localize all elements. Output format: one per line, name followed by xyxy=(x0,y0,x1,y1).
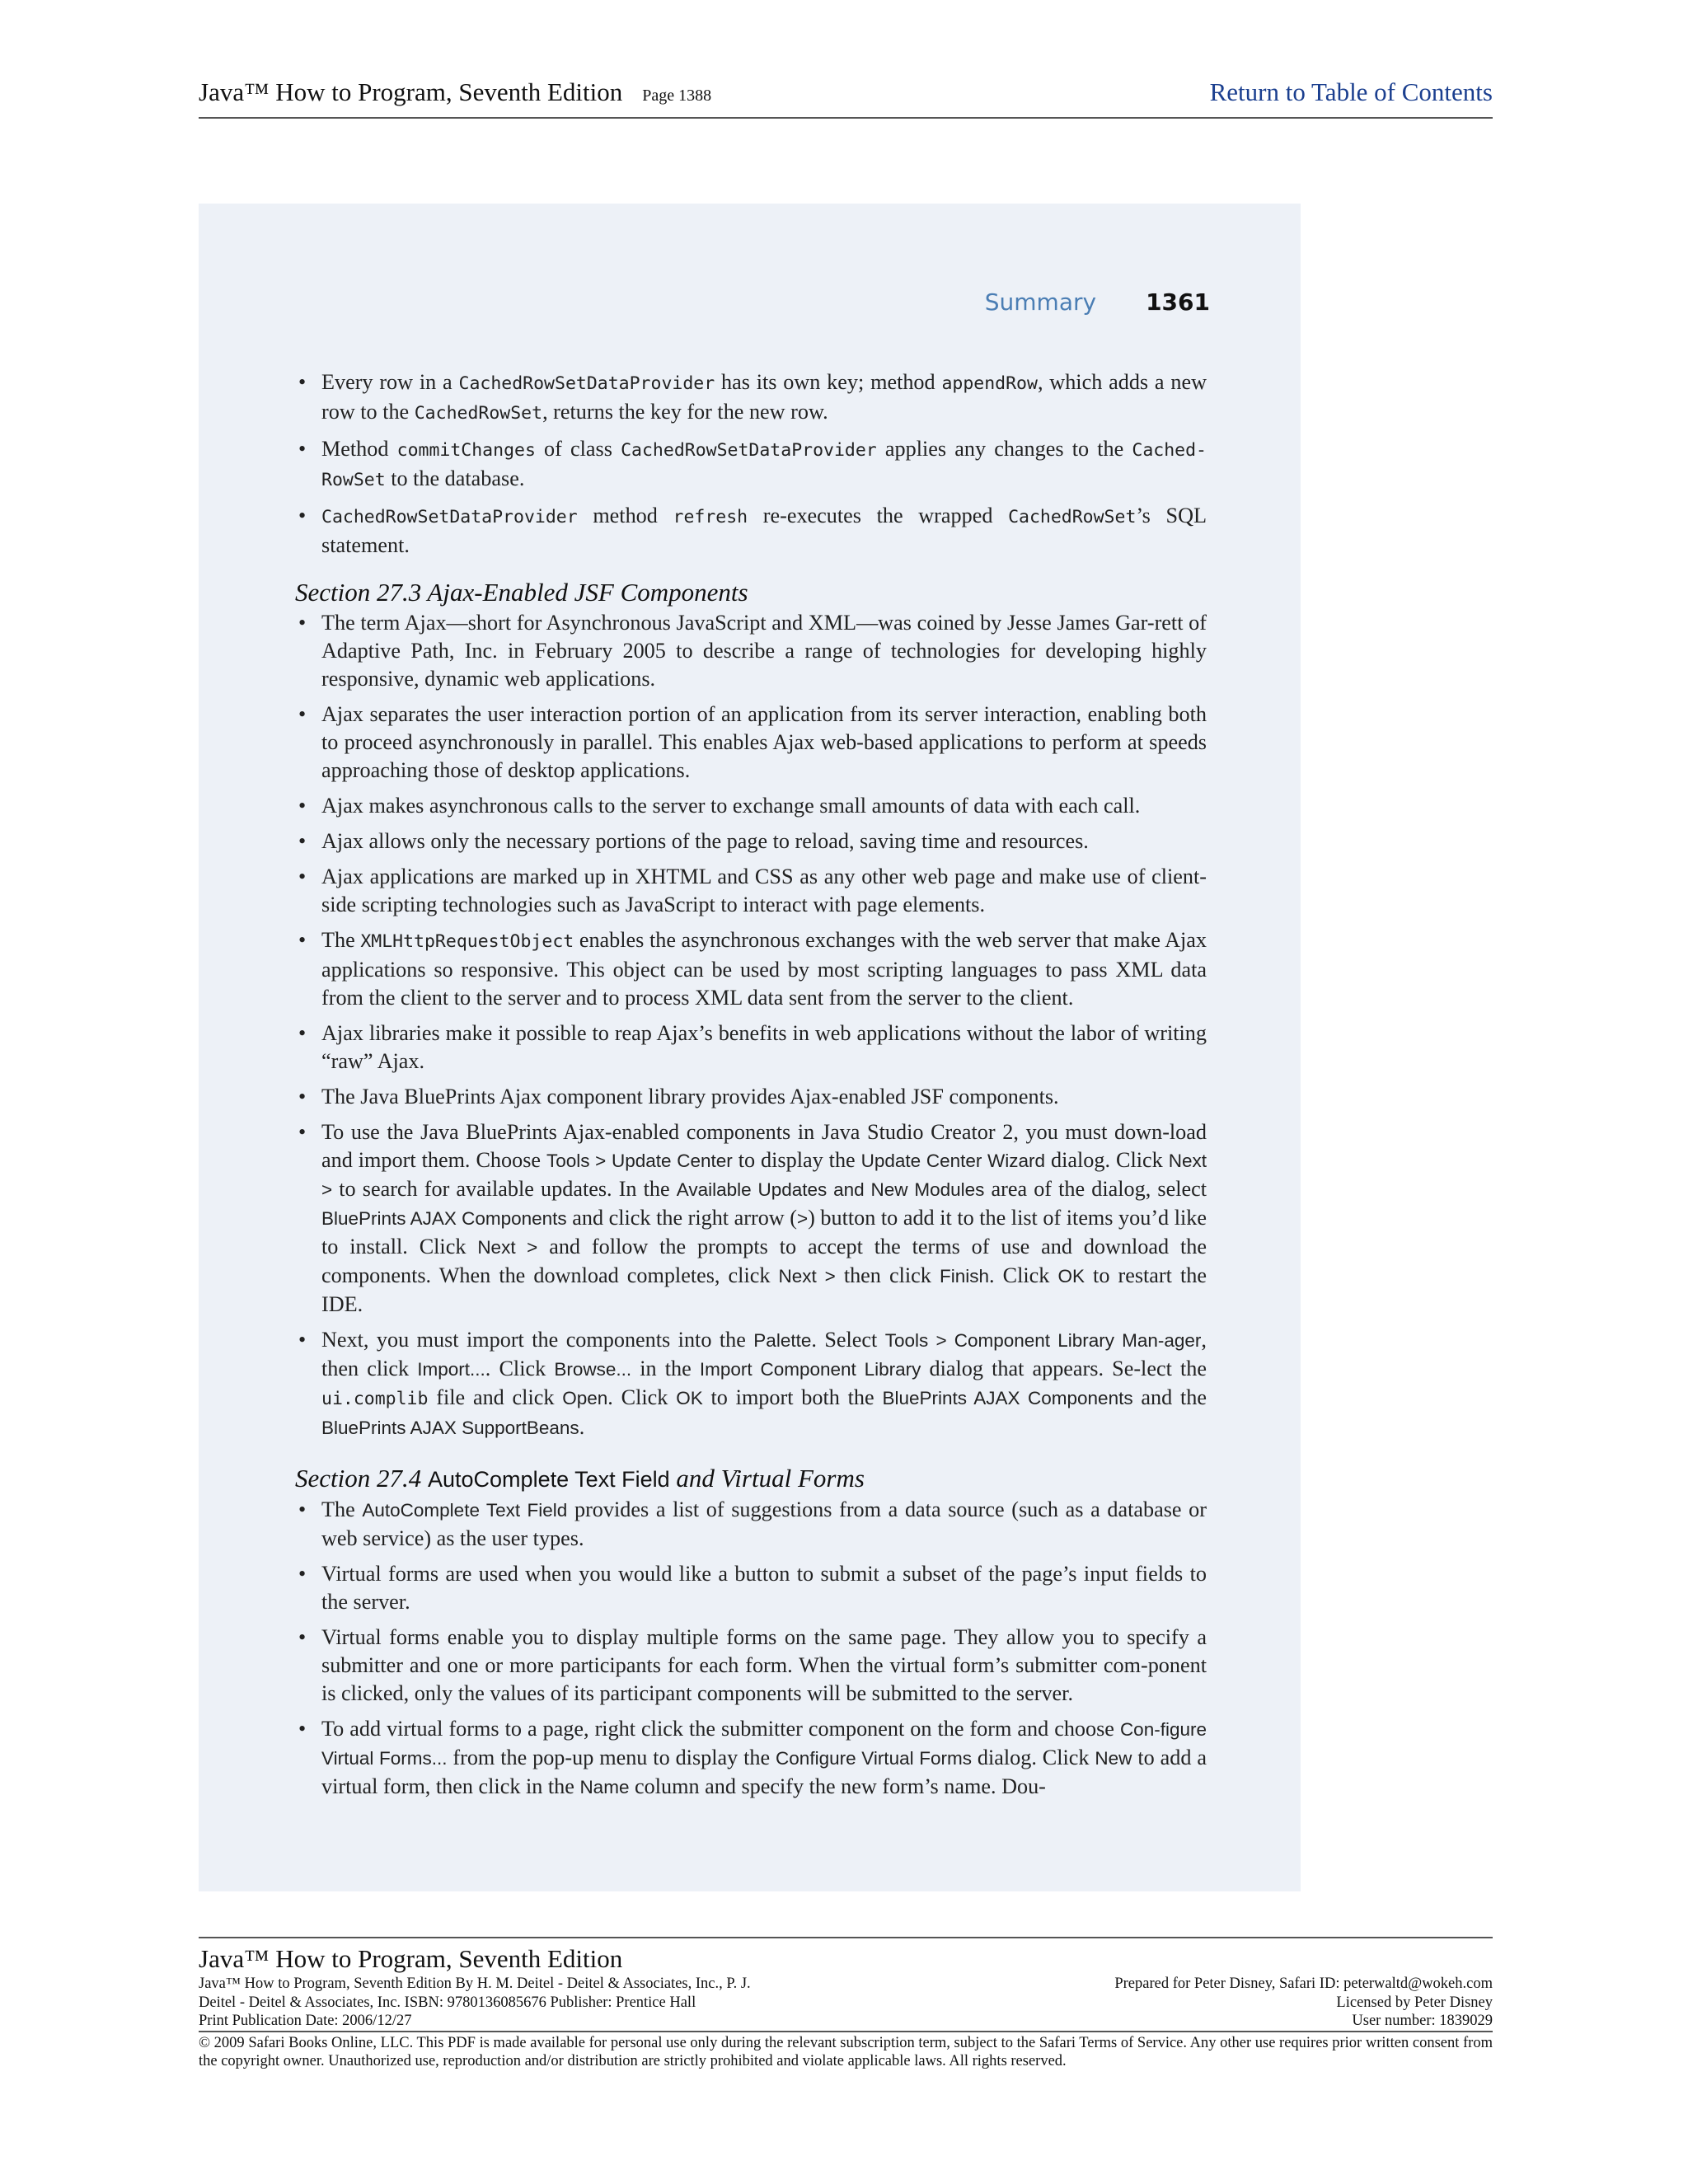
footer-right-line: User number: 1839029 xyxy=(1352,2013,1493,2029)
text-run: To use the Java BluePrints Ajax-enabled components in Java Studio Creator 2, you must down-load and import them. Choose xyxy=(321,1120,1207,1172)
page-header xyxy=(199,76,1493,119)
text-run: . Click xyxy=(607,1385,677,1409)
section-27-4-heading-ui: AutoComplete Text Field xyxy=(428,1467,670,1492)
text-run: re-executes the wrapped xyxy=(748,504,1009,527)
running-section: Summary xyxy=(984,288,1097,316)
text-run: area of the dialog, select xyxy=(984,1177,1207,1201)
text-run: in the xyxy=(631,1357,700,1380)
bullet-item xyxy=(295,1715,1207,1802)
text-run: enables the asynchronous exchanges with the web server that make Ajax applications so responsive. This object can be used by most scripting languages to pass XML data from the client to the server and to process XML data sent from the server to the client. xyxy=(321,928,1207,1010)
code-term: refresh xyxy=(673,507,748,527)
ui-label: Import Component Library xyxy=(699,1359,921,1380)
footer-right-line: Licensed by Peter Disney xyxy=(1336,1994,1493,2011)
bullet-item xyxy=(295,435,1207,494)
text-run: applies any changes to the xyxy=(876,437,1132,461)
bullet-item xyxy=(295,609,1207,693)
ui-label: BluePrints AJAX Components xyxy=(321,1208,567,1229)
section-27-4-heading-prefix: Section 27.4 xyxy=(295,1464,428,1493)
footer-right-line: Prepared for Peter Disney, Safari ID: peterwaltd@wokeh.com xyxy=(1114,1975,1493,1992)
footer-meta xyxy=(199,1975,1493,2031)
code-term: CachedRowSetDataProvider xyxy=(321,507,578,527)
return-to-toc-link[interactable]: Return to Table of Contents xyxy=(1209,77,1493,106)
bullet-item xyxy=(295,1496,1207,1553)
book-page xyxy=(199,204,1301,1891)
text-run: and follow the prompts to accept the terms of use and download the components. When the download completes, click xyxy=(321,1235,1207,1287)
footer-copyright: © 2009 Safari Books Online, LLC. This PDF is made available for personal use only during the relevant subscription term, subject to the Safari Terms of Service. Any other use requires prior written consent from the copyright owner. Unauthorized use, reproduction and/or distribution are strictly prohibited and violate applicable laws. All rights reserved. xyxy=(199,2031,1493,2070)
section-27-3-bullet-list xyxy=(295,609,1207,1442)
text-run: to restart the IDE. xyxy=(321,1263,1207,1316)
text-run: Every row in a xyxy=(321,370,459,394)
ui-label: Next > xyxy=(477,1237,538,1258)
bullet-item xyxy=(295,1326,1207,1442)
bullet-item xyxy=(295,1083,1207,1111)
code-term: commitChanges xyxy=(396,440,536,461)
ui-label: BluePrints AJAX Components xyxy=(882,1388,1133,1408)
code-term: CachedRowSet xyxy=(414,403,543,424)
text-run: method xyxy=(577,504,673,527)
header-book-title xyxy=(199,77,711,107)
ui-label: > xyxy=(797,1208,809,1229)
section-27-4-heading xyxy=(295,1462,1207,1496)
text-run: The xyxy=(321,928,361,952)
ui-label: Browse... xyxy=(554,1359,632,1380)
ui-label: Tools > Update Center xyxy=(546,1151,733,1171)
text-run: . Select xyxy=(811,1328,885,1352)
text-run: The term Ajax—short for Asynchronous JavaScript and XML—was coined by Jesse James Gar-rett of Adaptive Path, Inc. in February 2005 to describe a range of technologies for developing highly responsive, dynamic web applications. xyxy=(321,611,1207,691)
bullet-item xyxy=(295,1118,1207,1319)
text-run: of class xyxy=(535,437,621,461)
text-run: to add a virtual form, then click in the xyxy=(321,1746,1207,1798)
ui-label: Tools > Component Library Man-ager xyxy=(884,1330,1202,1351)
text-run: . xyxy=(579,1415,585,1439)
ui-label: New xyxy=(1095,1748,1132,1769)
text-run: from the pop-up menu to display the xyxy=(447,1746,776,1769)
text-run: Ajax makes asynchronous calls to the server to exchange small amounts of data with each call. xyxy=(321,794,1141,818)
text-run: dialog that appears. Se-lect the xyxy=(921,1357,1207,1380)
text-run: has its own key; method xyxy=(715,370,942,394)
code-term: XMLHttpRequestObject xyxy=(360,931,574,952)
footer-rule xyxy=(199,1937,1493,1938)
footer-left-line: Print Publication Date: 2006/12/27 xyxy=(199,2013,412,2029)
book-title-text: Java™ How to Program, Seventh Edition xyxy=(199,77,623,106)
ui-label: BluePrints AJAX SupportBeans xyxy=(321,1418,579,1438)
text-run: ) button to add it to the list of items you’d like to install. Click xyxy=(321,1206,1207,1258)
intro-bullet-list xyxy=(295,368,1207,560)
text-run: to the database. xyxy=(385,466,525,490)
text-run: , which adds a new row to the xyxy=(321,370,1207,424)
bullet-item xyxy=(295,1560,1207,1616)
text-run: to display the xyxy=(732,1148,861,1172)
footer-publication-info xyxy=(199,1975,907,2031)
bullet-item xyxy=(295,1019,1207,1076)
ui-label: Con-figure Virtual Forms... xyxy=(321,1719,1207,1769)
bullet-item xyxy=(295,792,1207,820)
ui-label: Palette xyxy=(753,1330,812,1351)
bullet-item xyxy=(295,1624,1207,1708)
section-27-4-heading-suffix: and Virtual Forms xyxy=(669,1464,865,1493)
text-run: , returns the key for the new row. xyxy=(542,400,828,424)
text-run: dialog. Click xyxy=(971,1746,1095,1769)
code-term: CachedRowSet xyxy=(1008,507,1137,527)
page-number-label: Page 1388 xyxy=(642,87,712,105)
page-footer xyxy=(199,1937,1493,2070)
ui-label: Configure Virtual Forms xyxy=(776,1748,972,1769)
text-run: Ajax libraries make it possible to reap Ajax’s benefits in web applications without the labor of writing “raw” Ajax. xyxy=(321,1021,1207,1073)
footer-book-title: Java™ How to Program, Seventh Edition xyxy=(199,1944,623,1973)
text-run: file and click xyxy=(428,1385,563,1409)
code-term: CachedRowSetDataProvider xyxy=(621,440,877,461)
code-term: CachedRowSetDataProvider xyxy=(458,373,715,394)
ui-label: OK xyxy=(676,1388,703,1408)
text-run: Virtual forms are used when you would like a button to submit a subset of the page’s input fields to the server. xyxy=(321,1562,1207,1614)
text-run: to import both the xyxy=(702,1385,883,1409)
bullet-item xyxy=(295,827,1207,855)
bullet-item xyxy=(295,701,1207,785)
text-run: Virtual forms enable you to display multiple forms on the same page. They allow you to specify a submitter and one or more participants for each form. When the virtual form’s submitter com-ponent is clicked, only the values of its participant components will be submitted to the server. xyxy=(321,1625,1207,1705)
text-run: Ajax allows only the necessary portions of the page to reload, saving time and resources. xyxy=(321,829,1089,853)
text-run: . Click xyxy=(989,1263,1058,1287)
text-run: and click the right arrow ( xyxy=(566,1206,797,1230)
text-run: Next, you must import the components into the xyxy=(321,1328,754,1352)
footer-left-line: Deitel - Deitel & Associates, Inc. ISBN: 9780136085676 Publisher: Prentice Hall xyxy=(199,1994,696,2011)
bullet-item xyxy=(295,926,1207,1012)
text-run: Ajax applications are marked up in XHTML and CSS as any other web page and make use of client-side scripting technologies such as JavaScript to interact with page elements. xyxy=(321,865,1207,916)
text-run: Method xyxy=(321,437,397,461)
running-page-number: 1361 xyxy=(1146,288,1210,316)
text-run: ’s SQL statement. xyxy=(321,504,1207,557)
text-run: , then click xyxy=(321,1328,1207,1380)
text-run: The xyxy=(321,1497,363,1521)
text-run: then click xyxy=(835,1263,940,1287)
bullet-item xyxy=(295,502,1207,560)
ui-label: AutoComplete Text Field xyxy=(362,1500,568,1521)
running-head xyxy=(985,288,1210,316)
text-run: to search for available updates. In the xyxy=(332,1177,677,1201)
section-27-3-heading: Section 27.3 Ajax-Enabled JSF Components xyxy=(295,578,748,607)
text-run: . Click xyxy=(485,1357,555,1380)
ui-label: Next > xyxy=(778,1266,836,1286)
text-run: dialog. Click xyxy=(1045,1148,1169,1172)
code-term: ui.complib xyxy=(321,1389,429,1409)
text-run: Ajax separates the user interaction portion of an application from its server interaction, enabling both to proceed asynchronously in parallel. This enables Ajax web-based applications to perform at speeds approaching those of desktop applications. xyxy=(321,702,1207,782)
ui-label: Available Updates and New Modules xyxy=(676,1179,985,1200)
text-run: and the xyxy=(1132,1385,1207,1409)
footer-left-line: Java™ How to Program, Seventh Edition By H. M. Deitel - Deitel & Associates, Inc., P. J. xyxy=(199,1975,751,1992)
code-term: Cached-RowSet xyxy=(321,440,1207,490)
bullet-item xyxy=(295,368,1207,428)
ui-label: Finish xyxy=(939,1266,989,1286)
ui-label: Open xyxy=(562,1388,608,1408)
ui-label: OK xyxy=(1057,1266,1085,1286)
footer-license-info xyxy=(916,1975,1493,2031)
ui-label: Next > xyxy=(321,1151,1207,1200)
text-run: The Java BluePrints Ajax component library provides Ajax-enabled JSF components. xyxy=(321,1085,1059,1108)
ui-label: Update Center Wizard xyxy=(860,1151,1046,1171)
ui-label: Name xyxy=(579,1777,630,1797)
bullet-item xyxy=(295,863,1207,919)
text-run: provides a list of suggestions from a data source (such as a database or web service) as the user types. xyxy=(321,1497,1207,1550)
page-content xyxy=(295,368,1207,1809)
text-run: To add virtual forms to a page, right click the submitter component on the form and choose xyxy=(321,1717,1120,1741)
text-run: column and specify the new form’s name. Dou- xyxy=(629,1774,1046,1798)
ui-label: Import... xyxy=(417,1359,485,1380)
code-term: appendRow xyxy=(941,373,1038,394)
section-27-4-bullet-list xyxy=(295,1496,1207,1802)
